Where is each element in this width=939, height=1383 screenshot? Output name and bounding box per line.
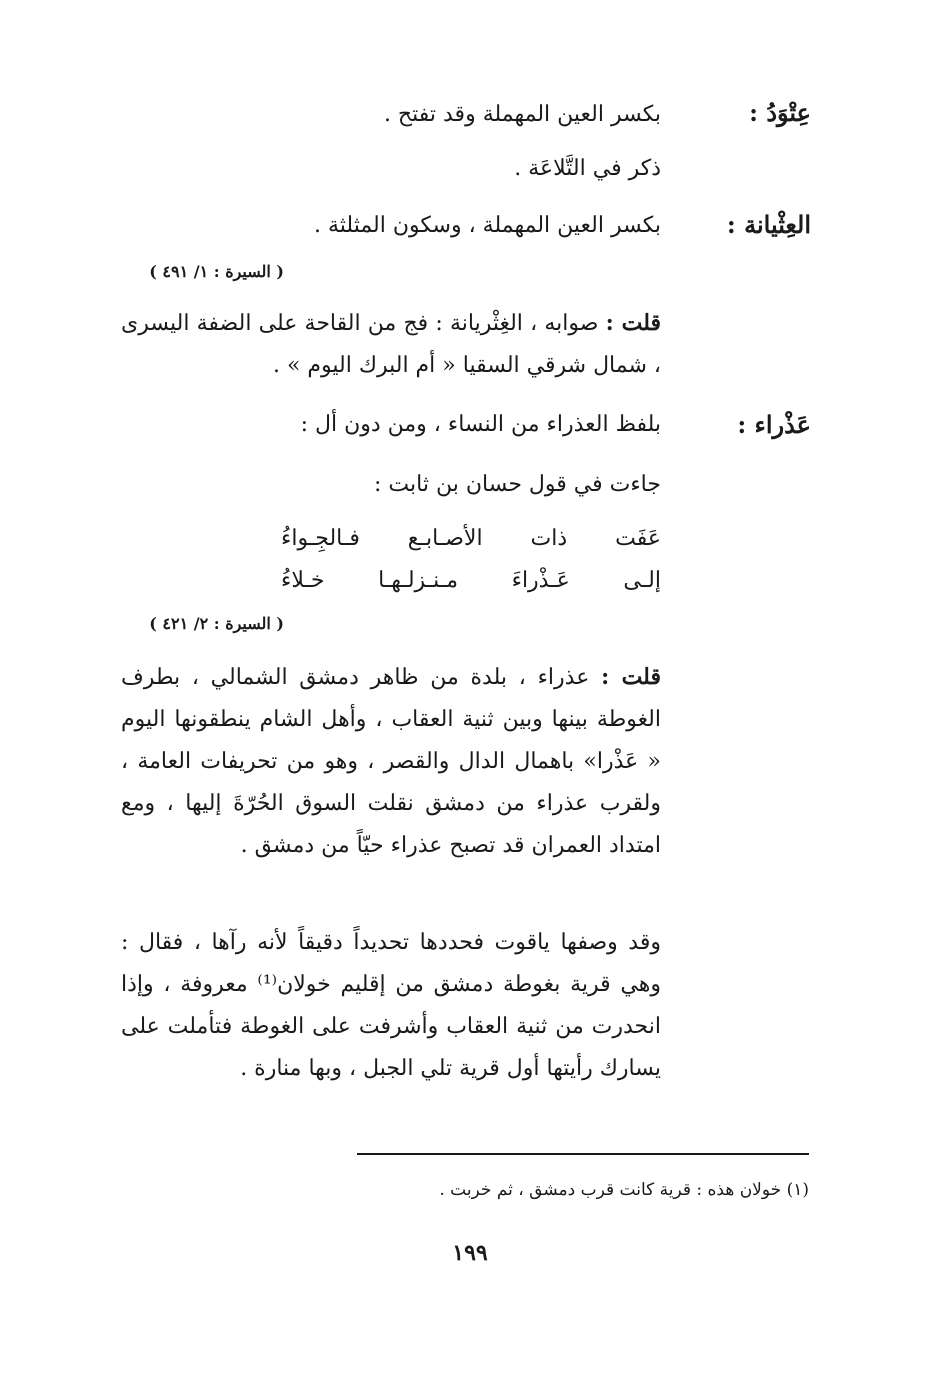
yaqut-paragraph: وقد وصفها ياقوت فحددها تحديداً دقيقاً لأنه رآها ، فقال : وهي قرية بغوطة دمشق من إقليم خولان⁽¹⁾ معروفة ، وإذا انحدرت من ثنية العقاب وأشرفت على الغوطة فتأملت على يسارك رأيتها أول قرية تلي الجبل ، وبها منارة . [121, 930, 661, 1081]
entry-head-1: عِتْوَدُ : [749, 98, 811, 127]
page-number: ١٩٩ [452, 1240, 488, 1266]
footnote: (١) خولان هذه : قرية كانت قرب دمشق ، ثم خربت . [439, 1180, 809, 1200]
note-label: قلت : [605, 310, 661, 336]
entry-1-line-1: بكسر العين المهملة وقد تفتح . [383, 102, 661, 127]
entry-3-line-1: بلفظ العذراء من النساء ، ومن دون أل : [300, 412, 661, 437]
entry-2-line-1: بكسر العين المهملة ، وسكون المثلثة . [314, 213, 661, 238]
reference-1: ( السيرة : ١/ ٤٩١ ) [149, 262, 284, 281]
note-label: قلت : [601, 664, 661, 690]
note-text: صوابه ، الغِثْريانة : فج من القاحة على الضفة اليسرى ، شمال شرقي السقيا « أم البرك اليوم » . [121, 311, 661, 378]
footnote-rule [357, 1153, 809, 1155]
verse-line-2: إلـى عَـذْراءَ مـنـزلـهـا خـلاءُ [281, 568, 661, 593]
note-text: عذراء ، بلدة من ظاهر دمشق الشمالي ، بطرف الغوطة بينها وبين ثنية العقاب ، وأهل الشام ينطقونها اليوم « عَذْرا» باهمال الدال والقصر ، وهو من تحريفات العامة ، ولقرب عذراء من دمشق نقلت السوق الحُرّةَ إليها ، ومع امتداد العمران قد تصبح عذراء حيّاً من دمشق . [121, 665, 662, 858]
reference-2: ( السيرة : ٢/ ٤٢١ ) [149, 614, 284, 633]
note-paragraph-1 [121, 302, 661, 387]
entry-head-2: العِثْيانة : [726, 210, 811, 239]
note-paragraph-2 [121, 656, 661, 867]
entry-1-line-2: ذكر في التَّلاعَة . [514, 156, 661, 181]
entry-head-3: عَذْراء : [737, 410, 811, 439]
verse-line-1: عَفَت ذات الأصـابـع فـالجِـواءُ [281, 526, 661, 551]
entry-3-line-2: جاءت في قول حسان بن ثابت : [374, 472, 661, 497]
